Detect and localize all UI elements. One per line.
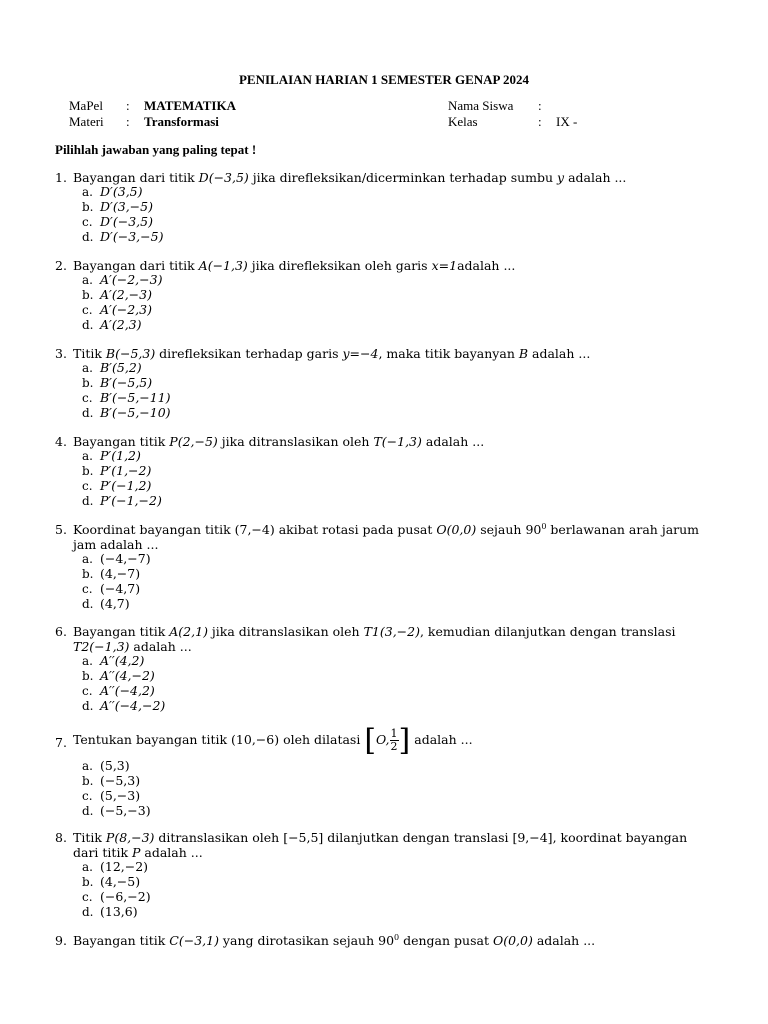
question-text: Bayangan dari titik D(−3,5) jika direfleksikan/dicerminkan terhadap sumbu y adalah ...	[73, 170, 627, 185]
question-text: Bayangan titik C(−3,1) yang dirotasikan sejauh $90^0$ dengan pusat O(0,0) adalah ...	[73, 933, 596, 948]
option-letter: d.	[82, 318, 94, 332]
question-number: 6.	[55, 624, 67, 639]
option-value: A′(−2,−3)	[100, 272, 163, 287]
option-value: (4,−7)	[100, 566, 141, 581]
materi-colon: :	[126, 114, 130, 129]
option-letter: c.	[82, 582, 93, 596]
option-value: B′(5,2)	[100, 360, 142, 375]
mapel-colon: :	[126, 98, 130, 113]
option-value: (−4,−7)	[100, 551, 151, 566]
question-text: Titik B(−5,3) direfleksikan terhadap garis y=−4, maka titik bayanyan B adalah ...	[73, 346, 591, 361]
option-value: A′(2,−3)	[100, 287, 152, 302]
option-letter: a.	[82, 552, 93, 566]
option-letter: c.	[82, 789, 93, 803]
question-text: Bayangan titik P(2,−5) jika ditranslasikan oleh T(−1,3) adalah ...	[73, 434, 485, 449]
option-value: (5,−3)	[100, 788, 141, 803]
option-letter: d.	[82, 494, 94, 508]
option-value: B′(−5,−10)	[100, 405, 171, 420]
kelas-label: Kelas	[448, 114, 478, 129]
question-number: 5.	[55, 522, 67, 537]
option-value: A′′(4,−2)	[100, 668, 155, 683]
option-letter: c.	[82, 215, 93, 229]
option-letter: b.	[82, 774, 94, 788]
option-value: A′′(−4,−2)	[100, 698, 166, 713]
option-value: A′(−2,3)	[100, 302, 152, 317]
option-letter: a.	[82, 860, 93, 874]
option-value: D′(3,−5)	[100, 199, 153, 214]
instruction: Pilihlah jawaban yang paling tepat !	[55, 142, 257, 157]
option-value: A′(2,3)	[100, 317, 142, 332]
option-value: (12,−2)	[100, 859, 149, 874]
option-value: B′(−5,5)	[100, 375, 153, 390]
option-value: (4,−5)	[100, 874, 141, 889]
materi-value: Transformasi	[144, 114, 219, 129]
option-letter: c.	[82, 890, 93, 904]
question-text-continued: jam adalah ...	[73, 537, 159, 552]
option-letter: b.	[82, 669, 94, 683]
option-letter: b.	[82, 464, 94, 478]
option-value: (−4,7)	[100, 581, 141, 596]
option-letter: a.	[82, 449, 93, 463]
question-text-continued: dari titik P adalah ...	[73, 845, 203, 860]
question-text: Bayangan dari titik A(−1,3) jika direfleksikan oleh garis x=1adalah ...	[73, 258, 516, 273]
mapel-value: MATEMATIKA	[144, 98, 236, 113]
option-letter: c.	[82, 684, 93, 698]
materi-label: Materi	[69, 114, 104, 129]
question-number: 3.	[55, 346, 67, 361]
nama-label: Nama Siswa	[448, 98, 514, 113]
option-value: B′(−5,−11)	[100, 390, 171, 405]
kelas-value: IX -	[556, 114, 578, 129]
option-value: A′′(4,2)	[100, 653, 145, 668]
option-letter: a.	[82, 185, 93, 199]
option-letter: a.	[82, 361, 93, 375]
question-text: Koordinat bayangan titik (7,−4) akibat rotasi pada pusat O(0,0) sejauh $90^0$ berlawanan arah jarum	[73, 522, 700, 537]
question-number: 9.	[55, 933, 67, 948]
question-number: 4.	[55, 434, 67, 449]
option-value: P′(−1,2)	[100, 478, 152, 493]
option-letter: d.	[82, 406, 94, 420]
option-letter: b.	[82, 288, 94, 302]
option-letter: c.	[82, 479, 93, 493]
option-letter: a.	[82, 273, 93, 287]
option-letter: a.	[82, 759, 93, 773]
option-letter: d.	[82, 699, 94, 713]
option-letter: b.	[82, 875, 94, 889]
option-value: (−5,3)	[100, 773, 141, 788]
option-value: D′(3,5)	[100, 184, 143, 199]
question-number: 8.	[55, 830, 67, 845]
option-value: P′(−1,−2)	[100, 493, 162, 508]
exam-title: PENILAIAN HARIAN 1 SEMESTER GENAP 2024	[238, 72, 529, 87]
option-letter: b.	[82, 200, 94, 214]
nama-colon: :	[538, 98, 542, 113]
option-letter: d.	[82, 597, 94, 611]
option-letter: c.	[82, 303, 93, 317]
option-letter: c.	[82, 391, 93, 405]
option-value: (5,3)	[100, 758, 130, 773]
question-text: Bayangan titik A(2,1) jika ditranslasikan oleh T1(3,−2), kemudian dilanjutkan dengan translasi	[73, 624, 676, 639]
question-text: Titik P(8,−3) ditranslasikan oleh [−5,5] dilanjutkan dengan translasi [9,−4], koordinat bayangan	[73, 830, 688, 845]
question-number: 7.	[55, 735, 67, 750]
dilation-matrix: [O, $\frac{1}{2}$ ]	[364, 722, 411, 758]
option-value: (4,7)	[100, 596, 130, 611]
mapel-label: MaPel	[69, 98, 103, 113]
option-letter: d.	[82, 230, 94, 244]
option-value: (−5,−3)	[100, 803, 151, 818]
kelas-colon: :	[538, 114, 542, 129]
option-value: (−6,−2)	[100, 889, 151, 904]
option-letter: b.	[82, 567, 94, 581]
option-value: (13,6)	[100, 904, 138, 919]
option-letter: a.	[82, 654, 93, 668]
option-letter: b.	[82, 376, 94, 390]
option-value: D′(−3,5)	[100, 214, 153, 229]
question-number: 1.	[55, 170, 67, 185]
question-text: Tentukan bayangan titik (10,−6) oleh dilatasi [O, $\frac{1}{2}$ ] adalah ...	[73, 722, 473, 758]
question-text-continued: T2(−1,3) adalah ...	[73, 639, 192, 654]
option-value: P′(1,−2)	[100, 463, 152, 478]
option-value: A′′(−4,2)	[100, 683, 155, 698]
option-value: P′(1,2)	[100, 448, 141, 463]
question-number: 2.	[55, 258, 67, 273]
option-value: D′(−3,−5)	[100, 229, 164, 244]
option-letter: d.	[82, 905, 94, 919]
option-letter: d.	[82, 804, 94, 818]
